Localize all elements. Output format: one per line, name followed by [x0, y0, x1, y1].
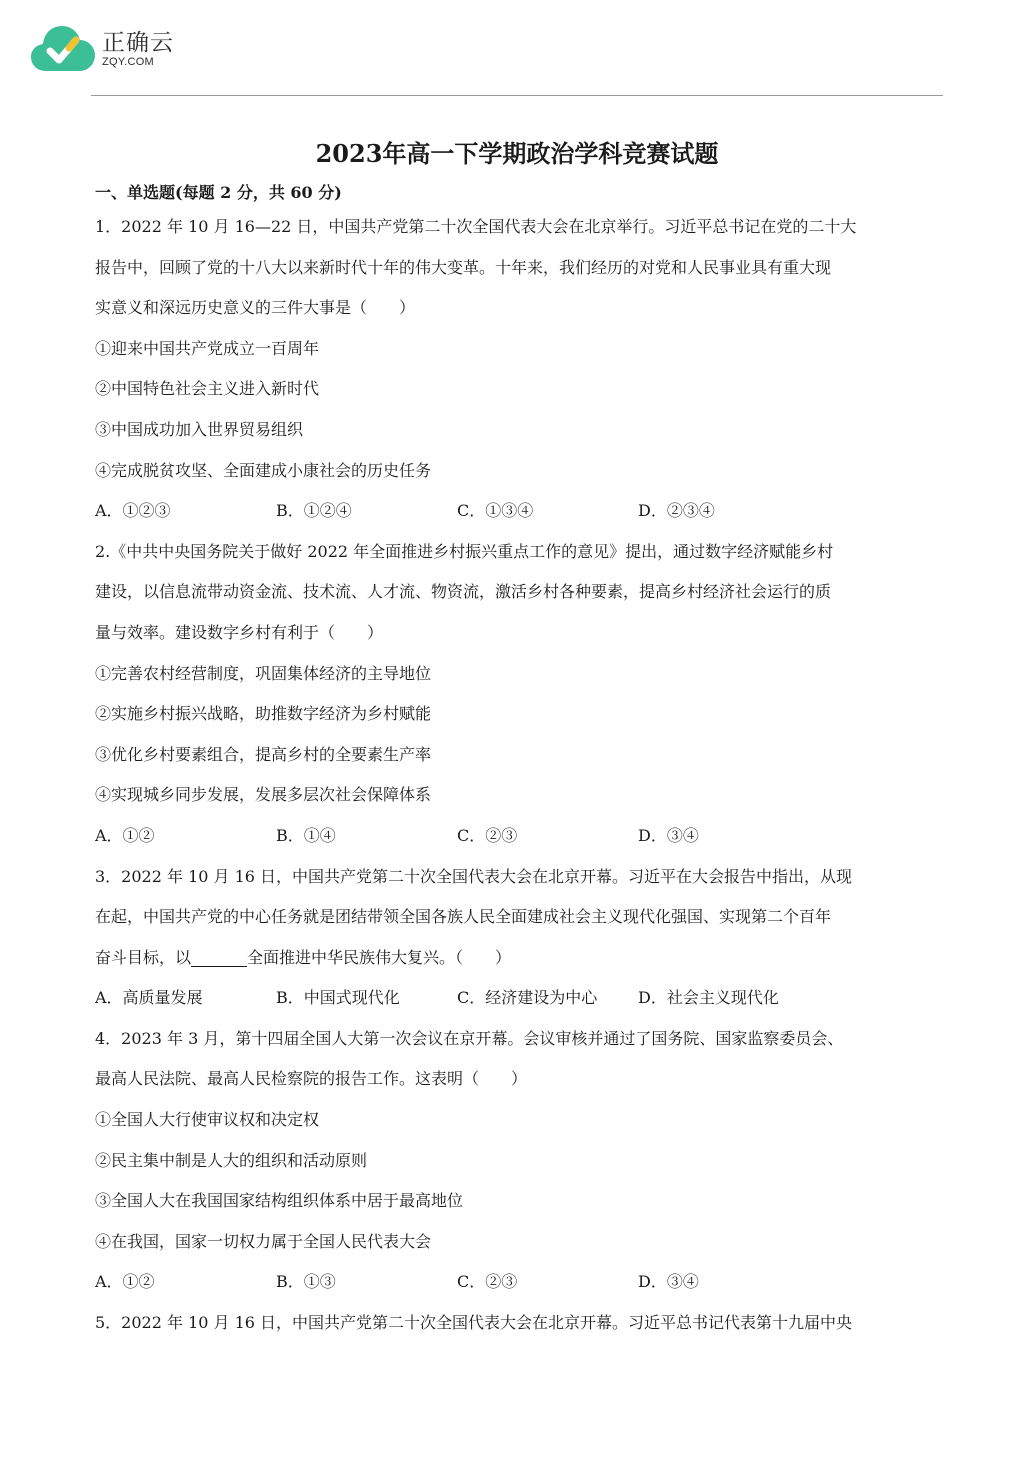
statement-item: ③中国成功加入世界贸易组织 [95, 419, 304, 439]
option-b: B．①②④ [276, 501, 352, 521]
answer-options [95, 978, 937, 1019]
question-list [95, 207, 937, 1344]
statement-item: ③优化乡村要素组合，提高乡村的全要素生产率 [95, 744, 432, 764]
answer-options [95, 816, 937, 857]
option-b: B．中国式现代化 [276, 988, 400, 1008]
stem-text: 奋斗目标，以 [95, 947, 192, 967]
statement-item: ②实施乡村振兴战略，助推数字经济为乡村赋能 [95, 704, 432, 724]
question-4 [95, 1019, 937, 1303]
option-a: A．①② [95, 825, 155, 845]
option-c: C．①③④ [457, 501, 534, 521]
question-1 [95, 207, 937, 532]
option-a: A．高质量发展 [95, 988, 203, 1008]
fill-in-blank [191, 946, 247, 967]
statement-item: ②中国特色社会主义进入新时代 [95, 379, 320, 399]
question-2 [95, 532, 937, 857]
document-title: 2023年高一下学期政治学科竞赛试题 [315, 139, 719, 168]
statement-item: ②民主集中制是人大的组织和活动原则 [95, 1150, 368, 1170]
question-stem-line: 1．2022 年 10 月 16—22 日，中国共产党第二十次全国代表大会在北京举行。习近平总书记在党的二十大 [95, 217, 857, 236]
question-3 [95, 857, 937, 1019]
option-d: D．②③④ [638, 501, 715, 521]
section-heading: 一、单选题(每题 2 分，共 60 分) [95, 183, 342, 202]
option-b: B．①③ [276, 1272, 336, 1292]
question-stem-line: 5．2022 年 10 月 16 日，中国共产党第二十次全国代表大会在北京开幕。习近平总书记代表第十九届中央 [95, 1313, 853, 1333]
statement-item: ④在我国，国家一切权力属于全国人民代表大会 [95, 1231, 432, 1251]
question-5 [95, 1303, 937, 1344]
question-stem-line: 报告中，回顾了党的十八大以来新时代十年的伟大变革。十年来，我们经历的对党和人民事业具有重大现 [95, 257, 832, 277]
option-c: C．经济建设为中心 [457, 988, 598, 1008]
question-stem-line: 最高人民法院、最高人民检察院的报告工作。这表明（ ） [95, 1069, 528, 1089]
option-a: A．①②③ [95, 501, 171, 521]
statement-item: ③全国人大在我国国家结构组织体系中居于最高地位 [95, 1191, 464, 1211]
option-c: C．②③ [457, 1272, 518, 1292]
question-stem-line: 量与效率。建设数字乡村有利于（ ） [95, 622, 384, 642]
question-stem-line: 建设，以信息流带动资金流、技术流、人才流、物资流，激活乡村各种要素，提高乡村经济社会运行的质 [95, 582, 832, 602]
question-stem-line: 在起，中国共产党的中心任务就是团结带领全国各族人民全面建成社会主义现代化强国、实现第二个百年 [95, 907, 832, 927]
question-stem-line: 4．2023 年 3 月，第十四届全国人大第一次会议在京开幕。会议审核并通过了国务院、国家监察委员会、 [95, 1028, 844, 1048]
statement-item: ④实现城乡同步发展，发展多层次社会保障体系 [95, 785, 432, 805]
statement-item: ①全国人大行使审议权和决定权 [95, 1110, 320, 1130]
brand-domain: ZQY.COM [102, 55, 155, 68]
option-d: D．③④ [638, 1272, 699, 1292]
question-stem-line [95, 938, 937, 979]
statement-item: ①完善农村经营制度，巩固集体经济的主导地位 [95, 663, 432, 683]
question-stem-line: 实意义和深远历史意义的三件大事是（ ） [95, 298, 416, 318]
option-d: D．社会主义现代化 [638, 988, 779, 1008]
stem-text: 全面推进中华民族伟大复兴。（ ） [247, 947, 512, 967]
header-divider [91, 95, 943, 96]
cloud-check-icon [30, 23, 96, 75]
statement-item: ①迎来中国共产党成立一百周年 [95, 338, 320, 358]
statement-item: ④完成脱贫攻坚、全面建成小康社会的历史任务 [95, 460, 432, 480]
answer-options [95, 1262, 937, 1303]
question-stem-line: 2.《中共中央国务院关于做好 2022 年全面推进乡村振兴重点工作的意见》提出，通过数字经济赋能乡村 [95, 541, 834, 561]
answer-options [95, 491, 937, 532]
option-c: C．②③ [457, 825, 518, 845]
question-stem-line: 3．2022 年 10 月 16 日，中国共产党第二十次全国代表大会在北京开幕。习近平在大会报告中指出，从现 [95, 866, 853, 886]
option-a: A．①② [95, 1272, 155, 1292]
brand-logo [30, 20, 174, 78]
option-b: B．①④ [276, 825, 336, 845]
brand-name: 正确云 [102, 29, 174, 56]
option-d: D．③④ [638, 825, 699, 845]
